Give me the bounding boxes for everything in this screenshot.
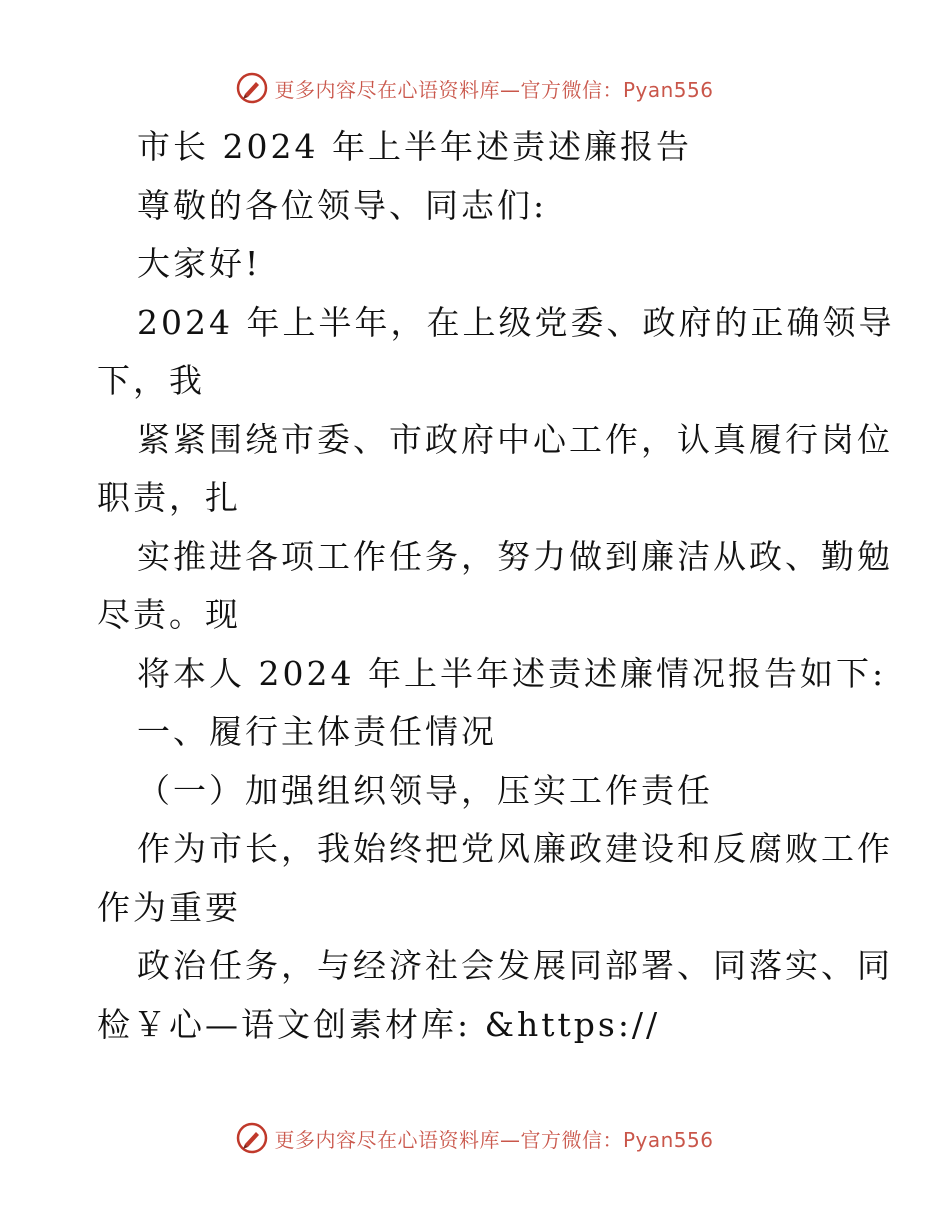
text-line: 尽责。现 xyxy=(97,595,241,634)
pen-logo-icon xyxy=(236,72,268,104)
text-line: 2024 年上半年，在上级党委、政府的正确领导 xyxy=(137,302,895,342)
text-line: 作为重要 xyxy=(97,887,241,927)
text-line: 下，我 xyxy=(97,361,205,400)
text-line: 一、履行主体责任情况 xyxy=(137,712,497,751)
footer-watermark xyxy=(0,1122,950,1154)
text-line: 政治任务，与经济社会发展同部署、同落实、同 xyxy=(137,946,893,985)
watermark-text: 更多内容尽在心语资料库—官方微信：Pyan556 xyxy=(274,77,714,102)
text-line: 紧紧围绕市委、市政府中心工作，认真履行岗位 xyxy=(137,419,893,459)
header-watermark xyxy=(0,72,950,104)
text-line: 检￥心—语文创素材库: &https:// xyxy=(97,1004,661,1044)
text-line: 实推进各项工作任务，努力做到廉洁从政、勤勉 xyxy=(137,536,893,576)
text-line: （一）加强组织领导，压实工作责任 xyxy=(137,770,713,810)
pen-logo-icon xyxy=(236,1122,268,1154)
text-line: 职责，扎 xyxy=(97,478,241,517)
document-body xyxy=(97,118,895,1054)
watermark-text: 更多内容尽在心语资料库—官方微信：Pyan556 xyxy=(274,1127,714,1152)
text-line: 大家好! xyxy=(137,244,262,283)
text-line: 将本人 2024 年上半年述责述廉情况报告如下: xyxy=(137,653,887,693)
text-line: 作为市长，我始终把党风廉政建设和反腐败工作 xyxy=(137,829,893,868)
text-line: 市长 2024 年上半年述责述廉报告 xyxy=(137,127,692,166)
text-line: 尊敬的各位领导、同志们: xyxy=(137,185,548,225)
